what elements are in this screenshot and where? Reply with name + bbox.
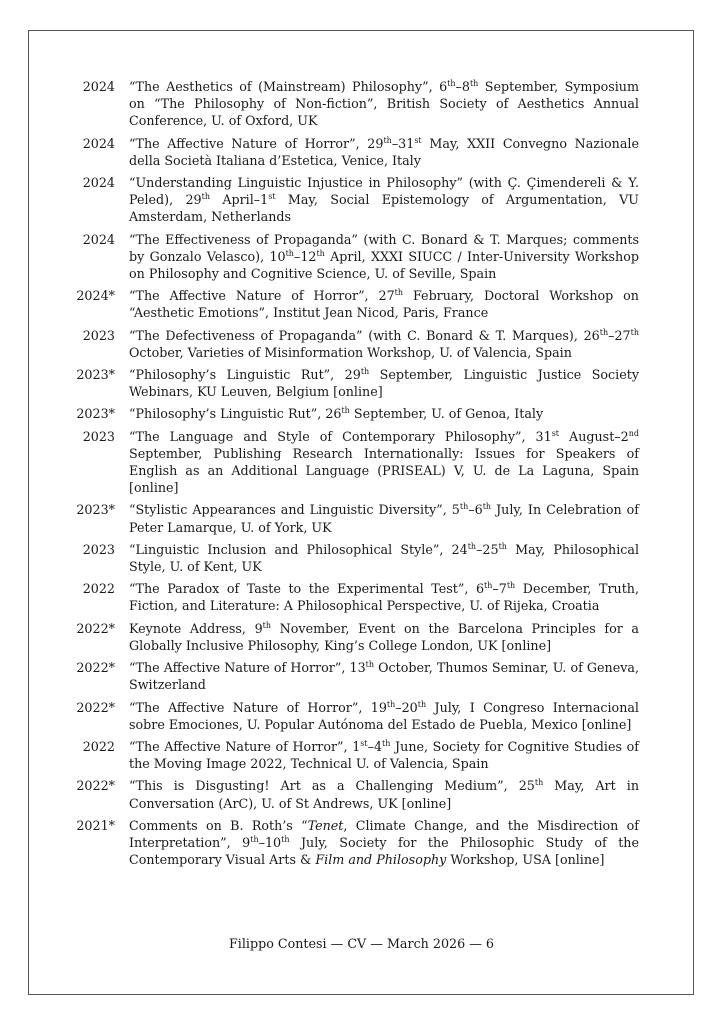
talk-entry — [0, 541, 723, 575]
talk-entry — [0, 78, 723, 130]
text-run: July, In Celebration of Peter Lamarque, U. of York, UK — [129, 502, 639, 535]
talk-year: 2022 — [82, 581, 115, 597]
talk-entry — [0, 777, 723, 811]
talk-entry — [0, 366, 723, 400]
text-run: September, Publishing Research Internationally: Issues for Speakers of English as an Additional Language (PRISEAL) V, U. de La Laguna, Spain [online] — [129, 445, 639, 496]
ordinal-suffix: th — [281, 834, 290, 844]
talk-entry — [0, 580, 723, 614]
ordinal-suffix: nd — [628, 428, 639, 438]
text-run: –7 — [492, 581, 507, 597]
talk-description — [129, 580, 639, 614]
talk-entry — [0, 327, 723, 361]
talk-entry — [0, 428, 723, 497]
talk-entry — [0, 738, 723, 772]
talk-entry — [0, 817, 723, 869]
ordinal-suffix: st — [268, 191, 276, 201]
italic-title: Tenet — [307, 817, 344, 833]
talks-list — [0, 78, 723, 873]
talk-description — [129, 428, 639, 497]
ordinal-suffix: th — [417, 699, 427, 709]
text-run: –8 — [455, 79, 470, 94]
ordinal-suffix: st — [551, 428, 560, 438]
talk-year: 2024 — [82, 135, 115, 151]
text-run: “The Language and Style of Contemporary Philosophy”, 31 — [129, 428, 552, 444]
text-run: February, Doctoral Workshop on “Aesthetic Emotions”, Institut Jean Nicod, Paris, France — [129, 288, 639, 321]
text-run: May, Social Epistemology of Argumentation, VU Amsterdam, Netherlands — [129, 192, 639, 225]
talk-description — [129, 501, 639, 535]
talk-year: 2023* — [76, 406, 115, 422]
text-run: September, Symposium on “The Philosophy of Non-fiction”, British Society of Aesthetics Annual Conference, U. of Oxford, UK — [129, 79, 639, 129]
ordinal-suffix: th — [469, 78, 479, 88]
talk-description — [129, 327, 639, 361]
talk-description — [129, 231, 639, 283]
talk-year: 2022* — [76, 699, 115, 715]
text-run: July, Society for the Philosophic Study of the Contemporary Visual Arts & — [129, 834, 639, 868]
talk-entry — [0, 501, 723, 535]
talk-year: 2023* — [76, 502, 115, 518]
talk-year: 2024* — [76, 288, 115, 304]
talk-year: 2024 — [82, 231, 115, 247]
text-run: –27 — [608, 327, 631, 343]
text-run: December, Truth, Fiction, and Literature: A Philosophical Perspective, U. of Rijeka, Croatia — [129, 581, 639, 614]
text-run: June, Society for Cognitive Studies of the Moving Image 2022, Technical U. of Valencia, Spain — [129, 738, 639, 772]
talk-entry — [0, 135, 723, 169]
text-run: –25 — [476, 541, 499, 557]
talk-description — [129, 777, 639, 811]
ordinal-suffix: th — [341, 406, 350, 416]
text-run: “The Aesthetics of (Mainstream) Philosophy”, 6 — [129, 79, 448, 94]
talk-entry — [0, 287, 723, 321]
ordinal-suffix: th — [459, 502, 469, 512]
text-run: July, I Congreso Internacional sobre Emociones, U. Popular Autónoma del Estado de Puebla, Mexico [online] — [129, 699, 639, 732]
ordinal-suffix: th — [394, 288, 404, 297]
ordinal-suffix: th — [285, 248, 294, 258]
ordinal-suffix: th — [467, 541, 477, 551]
text-run: “The Defectiveness of Propaganda” (with C. Bonard & T. Marques), 26 — [129, 327, 600, 343]
text-run: November, Event on the Barcelona Principles for a Globally Inclusive Philosophy, King’s College London, UK [online] — [129, 620, 640, 653]
text-run: Keynote Address, 9 — [129, 620, 263, 636]
text-run: “Understanding Linguistic Injustice in Philosophy” (with Ç. Çimendereli & Y. Peled), 29 — [129, 175, 639, 208]
text-run: “Linguistic Inclusion and Philosophical Style”, 24 — [129, 541, 468, 557]
talk-year: 2021* — [76, 817, 115, 833]
text-run: “Philosophy’s Linguistic Rut”, 26 — [129, 406, 342, 422]
ordinal-suffix: th — [262, 620, 272, 630]
talk-entry — [0, 231, 723, 283]
text-run: “The Affective Nature of Horror”, 29 — [129, 135, 384, 151]
talk-description — [129, 135, 639, 169]
text-run: May, Philosophical Style, U. of Kent, UK — [129, 541, 640, 575]
italic-title: Film and Philosophy — [315, 852, 447, 868]
ordinal-suffix: th — [447, 78, 456, 88]
talk-entry — [0, 174, 723, 226]
text-run: May, Art in Conversation (ArC), U. of St Andrews, UK [online] — [129, 778, 639, 811]
text-run: “The Affective Nature of Horror”, 13 — [129, 660, 366, 676]
talk-description — [129, 659, 639, 693]
ordinal-suffix: th — [630, 327, 639, 337]
text-run: , Climate Change, and the Misdirection of Interpretation”, 9 — [129, 817, 639, 850]
ordinal-suffix: th — [484, 581, 493, 591]
text-run: “The Affective Nature of Horror”, 1 — [129, 738, 361, 754]
text-run: September, U. of Genoa, Italy — [349, 406, 544, 422]
talk-year: 2023 — [82, 327, 115, 343]
text-run: “The Affective Nature of Horror”, 19 — [129, 699, 387, 715]
talk-year: 2023* — [76, 367, 115, 383]
text-run: September, Linguistic Justice Society Webinars, KU Leuven, Belgium [online] — [129, 367, 639, 400]
page-footer: Filippo Contesi — CV — March 2026 — 6 — [228, 936, 494, 951]
text-run: April–1 — [210, 192, 269, 208]
text-run: October, Thumos Seminar, U. of Geneva, Switzerland — [129, 660, 639, 693]
text-run: –20 — [395, 699, 418, 715]
text-run: August–2 — [559, 428, 629, 444]
text-run: “This is Disgusting! Art as a Challenging Medium”, 25 — [129, 778, 535, 794]
ordinal-suffix: th — [365, 659, 375, 669]
ordinal-suffix: th — [498, 541, 507, 551]
talk-year: 2024 — [82, 175, 115, 191]
text-run: April, XXXI SIUCC / Inter-University Workshop on Philosophy and Cognitive Science, U. of Seville, Spain — [129, 248, 639, 282]
talk-description — [129, 174, 639, 226]
text-run: –12 — [293, 248, 317, 264]
text-run: Comments on B. Roth’s “ — [129, 817, 308, 833]
text-run: “The Paradox of Taste to the Experimental Test”, 6 — [129, 581, 485, 597]
talk-description — [129, 405, 639, 422]
talk-description — [129, 620, 639, 654]
talk-year: 2022* — [76, 620, 115, 636]
text-run: Workshop, USA [online] — [446, 852, 605, 868]
ordinal-suffix: th — [383, 135, 392, 145]
text-run: –6 — [468, 502, 483, 518]
text-run: October, Varieties of Misinformation Workshop, U. of Valencia, Spain — [129, 344, 572, 360]
ordinal-suffix: th — [250, 834, 259, 844]
talk-year: 2023 — [82, 428, 115, 444]
text-run: –10 — [258, 834, 282, 850]
talk-description — [129, 366, 639, 400]
talk-entry — [0, 620, 723, 654]
talk-description — [129, 78, 639, 130]
talk-year: 2022* — [76, 660, 115, 676]
talk-year: 2022 — [82, 738, 115, 754]
talk-year: 2023 — [82, 541, 115, 557]
ordinal-suffix: th — [201, 191, 210, 201]
text-run: “The Affective Nature of Horror”, 27 — [129, 288, 395, 304]
ordinal-suffix: th — [506, 581, 516, 591]
text-run: –31 — [391, 135, 415, 151]
text-run: –4 — [367, 738, 383, 754]
text-run: May, XXII Convegno Nazionale della Società Italiana d’Estetica, Venice, Italy — [129, 135, 639, 168]
ordinal-suffix: th — [316, 248, 325, 258]
talk-description — [129, 541, 639, 575]
talk-entry — [0, 699, 723, 733]
ordinal-suffix: st — [360, 738, 368, 748]
talk-year: 2024 — [82, 79, 115, 94]
text-run: “Philosophy’s Linguistic Rut”, 29 — [129, 367, 361, 383]
talk-year: 2022* — [76, 778, 115, 794]
talk-entry — [0, 659, 723, 693]
ordinal-suffix: th — [360, 366, 370, 376]
talk-description — [129, 817, 639, 869]
ordinal-suffix: th — [599, 327, 609, 337]
talk-description — [129, 699, 639, 733]
ordinal-suffix: th — [382, 738, 391, 748]
ordinal-suffix: th — [386, 699, 396, 709]
ordinal-suffix: th — [534, 778, 544, 788]
ordinal-suffix: th — [482, 502, 492, 512]
talk-description — [129, 738, 639, 772]
talk-entry — [0, 405, 723, 422]
text-run: “The Effectiveness of Propaganda” (with C. Bonard & T. Marques; comments by Gonzalo Velasco), 10 — [129, 231, 639, 264]
text-run: “Stylistic Appearances and Linguistic Diversity”, 5 — [129, 502, 460, 518]
talk-description — [129, 287, 639, 321]
ordinal-suffix: st — [414, 135, 422, 145]
